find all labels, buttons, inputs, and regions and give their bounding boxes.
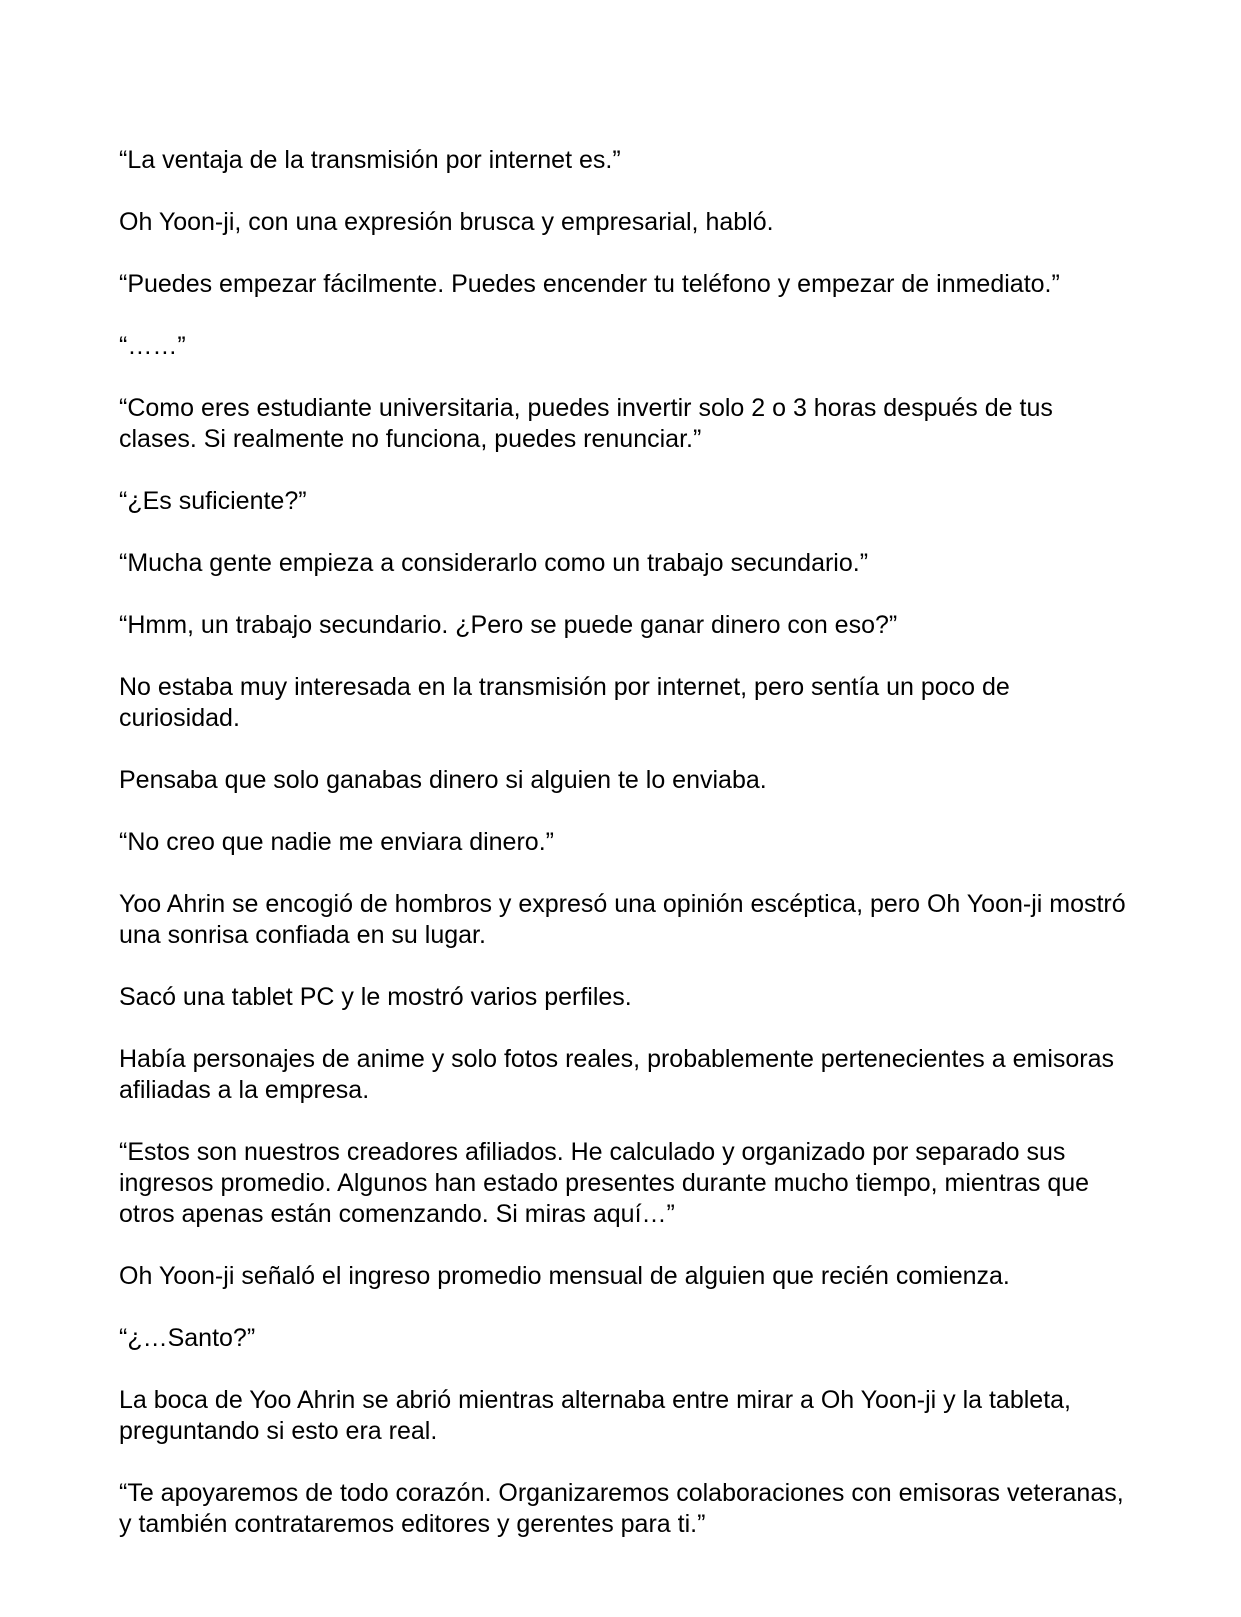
paragraph: Había personajes de anime y solo fotos reales, probablemente pertenecientes a emisoras afiliadas a la empresa. [119, 1045, 1115, 1104]
document-body [119, 145, 1129, 1571]
paragraph: “¿Es suficiente?” [119, 487, 307, 515]
paragraph: “Hmm, un trabajo secundario. ¿Pero se puede ganar dinero con eso?” [119, 611, 898, 639]
paragraph: “No creo que nadie me enviara dinero.” [119, 828, 554, 856]
paragraph: “Mucha gente empieza a considerarlo como un trabajo secundario.” [119, 549, 869, 577]
paragraph: “Te apoyaremos de todo corazón. Organizaremos colaboraciones con emisoras veteranas, y también contrataremos editores y gerentes para ti.” [119, 1479, 1124, 1538]
paragraph: Oh Yoon-ji señaló el ingreso promedio mensual de alguien que recién comienza. [119, 1262, 1010, 1290]
paragraph: La boca de Yoo Ahrin se abrió mientras alternaba entre mirar a Oh Yoon-ji y la tableta, preguntando si esto era real. [119, 1386, 1071, 1445]
paragraph: “……” [119, 332, 186, 360]
paragraph: Sacó una tablet PC y le mostró varios perfiles. [119, 983, 632, 1011]
paragraph: “Como eres estudiante universitaria, puedes invertir solo 2 o 3 horas después de tus clases. Si realmente no funciona, puedes renunciar.” [119, 394, 1053, 453]
paragraph: “Puedes empezar fácilmente. Puedes encender tu teléfono y empezar de inmediato.” [119, 270, 1060, 298]
paragraph: Oh Yoon-ji, con una expresión brusca y empresarial, habló. [119, 208, 774, 236]
paragraph: “La ventaja de la transmisión por internet es.” [119, 146, 621, 174]
paragraph: “¿…Santo?” [119, 1324, 256, 1352]
paragraph: Pensaba que solo ganabas dinero si alguien te lo enviaba. [119, 766, 767, 794]
paragraph: No estaba muy interesada en la transmisión por internet, pero sentía un poco de curiosidad. [119, 673, 1010, 732]
paragraph: Yoo Ahrin se encogió de hombros y expresó una opinión escéptica, pero Oh Yoon-ji mostró una sonrisa confiada en su lugar. [119, 890, 1126, 949]
paragraph: “Estos son nuestros creadores afiliados. He calculado y organizado por separado sus ingresos promedio. Algunos han estado presentes durante mucho tiempo, mientras que otros apenas están comenzando. Si miras aquí…” [119, 1138, 1090, 1228]
